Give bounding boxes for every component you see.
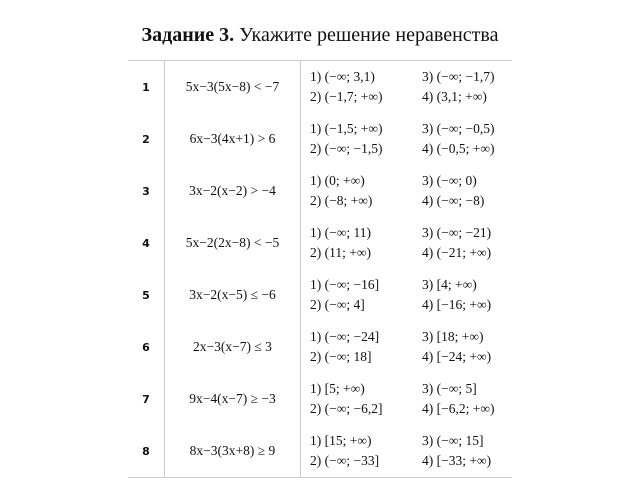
answer-option-3: 3) (−∞; −0,5) xyxy=(422,121,495,136)
row-number: 8 xyxy=(142,444,150,458)
inequality-expression: 5x−2(2x−8) < −5 xyxy=(185,235,280,250)
row-number: 2 xyxy=(142,132,150,146)
answer-option-2: 2) (−∞; 18] xyxy=(310,349,372,364)
answer-option-4: 4) (3,1; +∞) xyxy=(422,89,487,104)
answer-option-1: 1) (−∞; 3,1) xyxy=(310,69,375,84)
answer-option-1: 1) [5; +∞) xyxy=(310,381,365,396)
answer-option-2: 2) (−∞; −33] xyxy=(310,453,380,468)
answer-option-3: 3) (−∞; −1,7) xyxy=(422,69,495,84)
answer-option-1: 1) [15; +∞) xyxy=(310,433,372,448)
answer-option-4: 4) [−33; +∞) xyxy=(422,453,492,468)
answer-option-2: 2) (−1,7; +∞) xyxy=(310,89,383,104)
answer-option-2: 2) (−∞; −1,5) xyxy=(310,141,383,156)
inequality-expression: 2x−3(x−7) ≤ 3 xyxy=(193,339,272,354)
answer-option-3: 3) [18; +∞) xyxy=(422,329,484,344)
answer-option-3: 3) [4; +∞) xyxy=(422,277,477,292)
table-row xyxy=(128,373,512,425)
inequality-expression: 5x−3(5x−8) < −7 xyxy=(185,79,280,94)
inequality-expression: 8x−3(3x+8) ≥ 9 xyxy=(189,443,276,458)
inequality-expression: 9x−4(x−7) ≥ −3 xyxy=(189,391,276,406)
answer-option-3: 3) (−∞; 15] xyxy=(422,433,484,448)
table-row xyxy=(128,425,512,477)
row-number: 6 xyxy=(142,340,150,354)
answer-option-2: 2) (−8; +∞) xyxy=(310,193,373,208)
answer-option-2: 2) (11; +∞) xyxy=(310,245,371,260)
answer-option-3: 3) (−∞; −21) xyxy=(422,225,492,240)
row-number: 4 xyxy=(142,236,150,250)
row-number: 5 xyxy=(142,288,150,302)
table-row xyxy=(128,165,512,217)
task-label: Задание 3. xyxy=(141,24,235,46)
answer-option-1: 1) (−∞; 11) xyxy=(310,225,371,240)
task-instruction: Укажите решение неравенства xyxy=(239,24,499,46)
answer-option-4: 4) [−24; +∞) xyxy=(422,349,492,364)
answer-option-2: 2) (−∞; 4] xyxy=(310,297,365,312)
answer-option-4: 4) [−16; +∞) xyxy=(422,297,492,312)
inequality-expression: 3x−2(x−5) ≤ −6 xyxy=(189,287,276,302)
answer-option-4: 4) [−6,2; +∞) xyxy=(422,401,495,416)
table-row xyxy=(128,269,512,321)
row-number: 7 xyxy=(142,392,150,406)
answer-option-4: 4) (−21; +∞) xyxy=(422,245,492,260)
inequality-table xyxy=(128,60,512,478)
answer-option-1: 1) (−1,5; +∞) xyxy=(310,121,383,136)
answer-option-2: 2) (−∞; −6,2] xyxy=(310,401,383,416)
table-row xyxy=(128,61,512,113)
row-number: 1 xyxy=(142,80,150,94)
row-number: 3 xyxy=(142,184,150,198)
answer-option-4: 4) (−0,5; +∞) xyxy=(422,141,495,156)
answer-option-3: 3) (−∞; 0) xyxy=(422,173,477,188)
table-row xyxy=(128,321,512,373)
answer-option-1: 1) (0; +∞) xyxy=(310,173,365,188)
table-row xyxy=(128,113,512,165)
inequality-expression: 6x−3(4x+1) > 6 xyxy=(189,131,276,146)
inequality-expression: 3x−2(x−2) > −4 xyxy=(189,183,276,198)
answer-option-1: 1) (−∞; −24] xyxy=(310,329,380,344)
table-row xyxy=(128,217,512,269)
answer-option-4: 4) (−∞; −8) xyxy=(422,193,485,208)
answer-option-1: 1) (−∞; −16] xyxy=(310,277,380,292)
answer-option-3: 3) (−∞; 5] xyxy=(422,381,477,396)
task-title xyxy=(0,22,640,48)
